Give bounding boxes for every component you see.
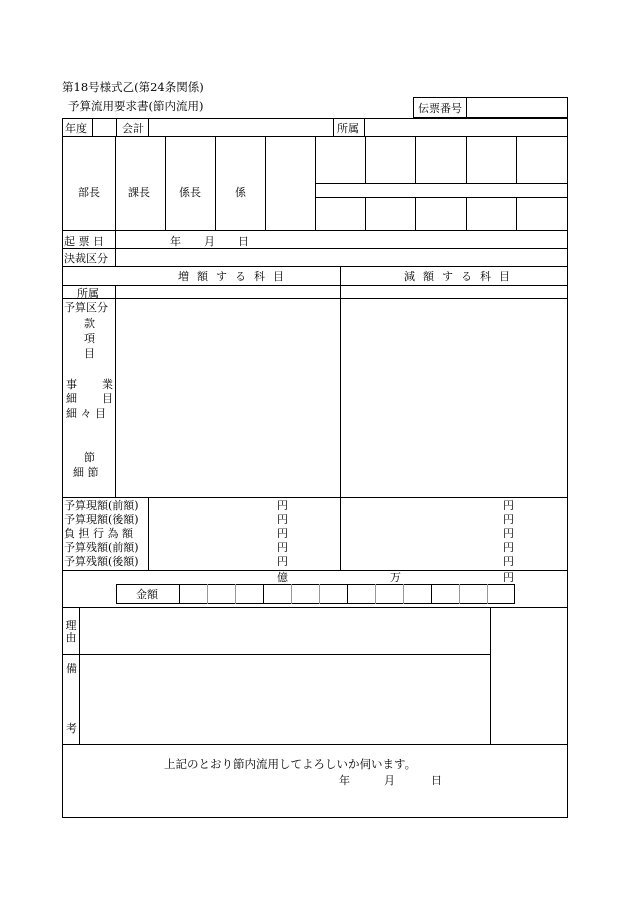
form-title: 予算流用要求書(節内流用) <box>68 99 204 113</box>
department-label: 所属 <box>337 122 359 135</box>
reason-field[interactable] <box>81 609 488 652</box>
decision-field[interactable] <box>117 249 566 265</box>
form-number: 第18号様式乙(第24条関係) <box>62 80 204 94</box>
yen-unit: 円 <box>503 555 514 568</box>
kan-label: 款 <box>84 317 95 330</box>
fiscal-year-label: 年度 <box>65 122 87 135</box>
remarks-label-bottom: 考 <box>66 722 77 735</box>
yen-unit: 円 <box>503 541 514 554</box>
yen-unit: 円 <box>277 513 288 526</box>
setsu-label: 節 <box>84 451 95 464</box>
unit-oku: 億 <box>277 571 288 584</box>
footer-year: 年 <box>339 774 350 787</box>
footer-day: 日 <box>431 774 442 787</box>
decrease-column-header: 減額する科目 <box>404 270 518 283</box>
remarks-label-top: 備 <box>66 662 77 675</box>
draft-year: 年 <box>170 235 181 248</box>
jigyo-label-b: 業 <box>102 378 113 391</box>
yen-unit: 円 <box>277 527 288 540</box>
affiliation-label: 所属 <box>77 287 99 300</box>
jigyo-label-a: 事 <box>66 378 77 391</box>
amount-row-label: 予算現額(前額) <box>64 499 139 512</box>
reason-label: 理由 <box>65 619 77 644</box>
account-label: 会計 <box>122 122 144 135</box>
saisaimoku-label: 細 々 目 <box>66 407 106 420</box>
approval-director-label: 部長 <box>78 186 100 199</box>
amount-row-label: 予算残額(前額) <box>64 541 139 554</box>
saimoku-label-a: 細 <box>66 392 77 405</box>
footer-month: 月 <box>384 774 395 787</box>
approval-staff-label: 係 <box>235 186 246 199</box>
slip-number-label: 伝票番号 <box>418 102 462 115</box>
moku-label: 目 <box>84 347 95 360</box>
total-amount-label: 金額 <box>136 588 158 601</box>
increase-column-header: 増額する科目 <box>178 270 292 283</box>
request-statement: 上記のとおり節内流用してよろしいか伺います。 <box>164 757 417 771</box>
draft-month: 月 <box>204 235 215 248</box>
yen-unit: 円 <box>277 499 288 512</box>
draft-date-label: 起 票 日 <box>64 235 104 248</box>
amount-row-label: 予算現額(後額) <box>64 513 139 526</box>
saimoku-label-b: 目 <box>102 392 113 405</box>
total-amount-field[interactable] <box>180 585 514 603</box>
unit-yen: 円 <box>503 571 514 584</box>
yen-unit: 円 <box>277 555 288 568</box>
department-field[interactable] <box>366 119 566 135</box>
decision-label: 決裁区分 <box>64 252 108 265</box>
draft-day: 日 <box>238 235 249 248</box>
unit-man: 万 <box>390 571 401 584</box>
amount-row-label: 予算残額(後額) <box>64 555 139 568</box>
fiscal-year-field[interactable] <box>93 119 115 135</box>
saisetsu-label: 細 節 <box>73 466 99 479</box>
kou-label: 項 <box>84 332 95 345</box>
decrease-subject-field[interactable] <box>342 300 566 495</box>
slip-number-field[interactable] <box>468 99 566 116</box>
amount-row-label: 負 担 行 為 額 <box>64 527 133 540</box>
yen-unit: 円 <box>503 513 514 526</box>
remarks-field[interactable] <box>81 656 488 742</box>
approval-subsection-chief-label: 係長 <box>179 186 201 199</box>
approval-section-chief-label: 課長 <box>128 186 150 199</box>
yen-unit: 円 <box>503 499 514 512</box>
account-field[interactable] <box>150 119 330 135</box>
yen-unit: 円 <box>503 527 514 540</box>
yen-unit: 円 <box>277 541 288 554</box>
increase-subject-field[interactable] <box>117 300 338 495</box>
budget-category-label: 予算区分 <box>64 301 108 314</box>
